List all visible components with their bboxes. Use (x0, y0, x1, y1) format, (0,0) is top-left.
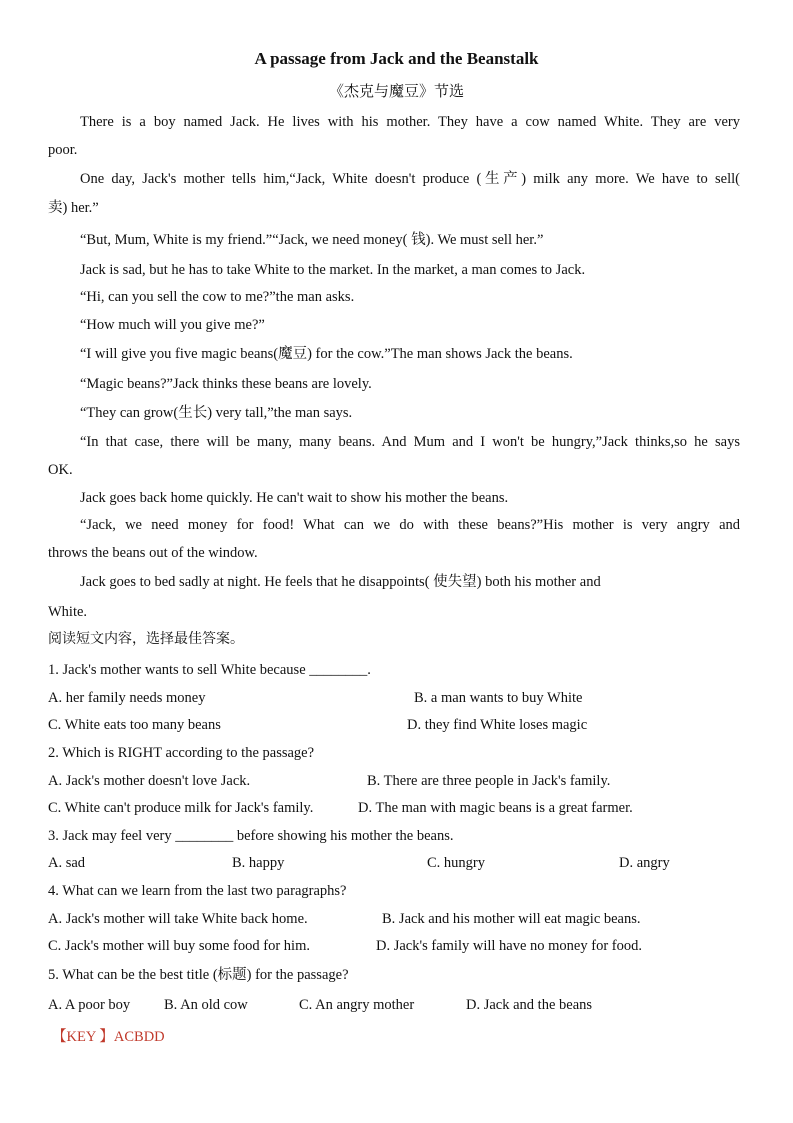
paragraph-2-line-2: 卖) her.” (48, 200, 99, 216)
paragraph-10-line-1: “In that case, there will be many, many beans. And Mum and I won't be hungry,”Jack thinks,so he says (80, 434, 740, 450)
question-3-option-d[interactable]: D. angry (619, 855, 670, 871)
paragraph-11: Jack goes back home quickly. He can't wait to show his mother the beans. (80, 490, 509, 506)
paragraph-2-line-1: One day, Jack's mother tells him,“Jack, White doesn't produce (生产) milk any more. We have to sell( (80, 171, 740, 187)
question-5-option-d[interactable]: D. Jack and the beans (466, 997, 593, 1013)
question-5-option-c[interactable]: C. An angry mother (299, 997, 415, 1013)
paragraph-1-line-2: poor. (48, 142, 78, 158)
question-4-option-a[interactable]: A. Jack's mother will take White back home. (48, 911, 308, 927)
question-3-stem: 3. Jack may feel very ________ before showing his mother the beans. (48, 828, 454, 844)
paragraph-6: “How much will you give me?” (80, 317, 265, 333)
question-2-option-d[interactable]: D. The man with magic beans is a great farmer. (358, 800, 633, 816)
passage-title: A passage from Jack and the Beanstalk (254, 49, 539, 68)
question-1-stem: 1. Jack's mother wants to sell White because ________. (48, 662, 371, 678)
paragraph-13-line-1: Jack goes to bed sadly at night. He feels that he disappoints( 使失望) both his mother and (80, 574, 601, 590)
question-3-option-c[interactable]: C. hungry (427, 855, 485, 871)
paragraph-12-line-1: “Jack, we need money for food! What can we do with these beans?”His mother is very angry and (80, 517, 740, 533)
paragraph-9: “They can grow(生长) very tall,”the man says. (80, 405, 353, 421)
paragraph-13-line-2: White. (48, 604, 88, 620)
paragraph-5: “Hi, can you sell the cow to me?”the man asks. (80, 289, 355, 305)
paragraph-8: “Magic beans?”Jack thinks these beans are lovely. (80, 376, 372, 392)
question-5-stem: 5. What can be the best title (标题) for the passage? (48, 967, 349, 983)
paragraph-12-line-2: throws the beans out of the window. (48, 545, 258, 561)
question-4-option-d[interactable]: D. Jack's family will have no money for food. (376, 938, 642, 954)
paragraph-3: “But, Mum, White is my friend.”“Jack, we need money( 钱). We must sell her.” (80, 232, 544, 248)
answer-key: 【KEY 】ACBDD (52, 1029, 165, 1045)
paragraph-1-line-1: There is a boy named Jack. He lives with his mother. They have a cow named White. They are very (80, 114, 740, 130)
question-2-stem: 2. Which is RIGHT according to the passage? (48, 745, 315, 761)
question-5-option-a[interactable]: A. A poor boy (48, 997, 131, 1013)
question-3-option-b[interactable]: B. happy (232, 855, 285, 871)
question-1-option-b[interactable]: B. a man wants to buy White (414, 690, 583, 706)
paragraph-10-line-2: OK. (48, 462, 73, 478)
question-1-option-c[interactable]: C. White eats too many beans (48, 717, 221, 733)
question-4-stem: 4. What can we learn from the last two paragraphs? (48, 883, 347, 899)
question-2-option-a[interactable]: A. Jack's mother doesn't love Jack. (48, 773, 251, 789)
question-1-option-a[interactable]: A. her family needs money (48, 690, 206, 706)
question-2-option-c[interactable]: C. White can't produce milk for Jack's family. (48, 800, 314, 816)
question-5-option-b[interactable]: B. An old cow (164, 997, 248, 1013)
paragraph-4: Jack is sad, but he has to take White to the market. In the market, a man comes to Jack. (80, 262, 586, 278)
passage-subtitle: 《杰克与魔豆》节选 (328, 84, 464, 100)
question-4-option-b[interactable]: B. Jack and his mother will eat magic beans. (382, 911, 641, 927)
exercise-instruction: 阅读短文内容，选择最佳答案。 (48, 631, 244, 647)
question-3-option-a[interactable]: A. sad (48, 855, 86, 871)
question-1-option-d[interactable]: D. they find White loses magic (407, 717, 588, 733)
paragraph-7: “I will give you five magic beans(魔豆) for the cow.”The man shows Jack the beans. (80, 346, 573, 362)
question-2-option-b[interactable]: B. There are three people in Jack's family. (367, 773, 611, 789)
question-4-option-c[interactable]: C. Jack's mother will buy some food for him. (48, 938, 310, 954)
